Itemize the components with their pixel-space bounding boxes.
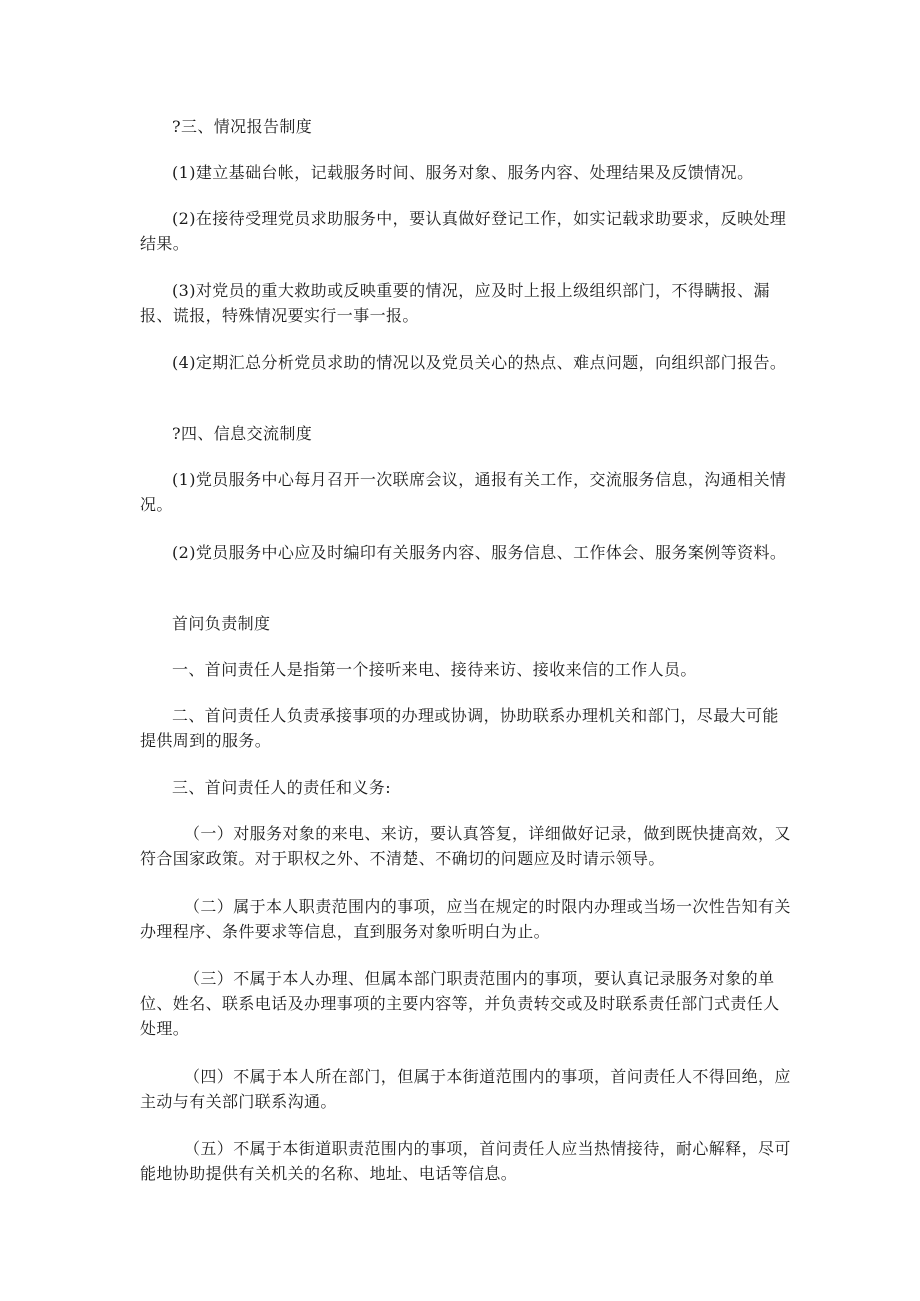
paragraph: （三）不属于本人办理、但属本部门职责范围内的事项，要认真记录服务对象的单位、姓名、联系电话及办理事项的主要内容等，并负责转交或及时联系责任部门式责任人处理。 <box>140 969 780 1038</box>
paragraph: (4)定期汇总分析党员求助的情况以及党员关心的热点、难点问题，向组织部门报告。 <box>172 353 787 372</box>
paragraph: (1)党员服务中心每月召开一次联席会议，通报有关工作，交流服务信息，沟通相关情况。 <box>140 470 787 514</box>
paragraph: （五）不属于本街道职责范围内的事项，首问责任人应当热情接待，耐心解释，尽可能地协助提供有关机关的名称、地址、电话等信息。 <box>140 1139 791 1183</box>
paragraph: （二）属于本人职责范围内的事项，应当在规定的时限内办理或当场一次性告知有关办理程序、条件要求等信息，直到服务对象听明白为止。 <box>140 897 791 941</box>
paragraph: （一）对服务对象的来电、来访，要认真答复，详细做好记录，做到既快捷高效，又符合国家政策。对于职权之外、不清楚、不确切的问题应及时请示领导。 <box>140 824 791 868</box>
paragraph: (2)在接待受理党员求助服务中，要认真做好登记工作，如实记载求助要求，反映处理结果。 <box>140 209 787 253</box>
paragraph: 二、首问责任人负责承接事项的办理或协调，协助联系办理机关和部门，尽最大可能提供周到的服务。 <box>140 706 779 750</box>
paragraph: (2)党员服务中心应及时编印有关服务内容、服务信息、工作体会、服务案例等资料。 <box>172 543 787 562</box>
paragraph: (3)对党员的重大救助或反映重要的情况，应及时上报上级组织部门，不得瞒报、漏报、谎报，特殊情况要实行一事一报。 <box>140 281 770 325</box>
paragraph: (1)建立基础台帐，记载服务时间、服务对象、服务内容、处理结果及反馈情况。 <box>172 163 754 182</box>
section-heading-reporting: ?三、情况报告制度 <box>172 117 313 136</box>
paragraph: 一、首问责任人是指第一个接听来电、接待来访、接收来信的工作人员。 <box>172 660 697 679</box>
section-heading-first-responsibility: 首问负责制度 <box>172 614 271 633</box>
paragraph: 三、首问责任人的责任和义务: <box>172 778 391 797</box>
section-heading-info-exchange: ?四、信息交流制度 <box>172 424 313 443</box>
paragraph: （四）不属于本人所在部门，但属于本街道范围内的事项，首问责任人不得回绝，应主动与有关部门联系沟通。 <box>140 1067 791 1111</box>
